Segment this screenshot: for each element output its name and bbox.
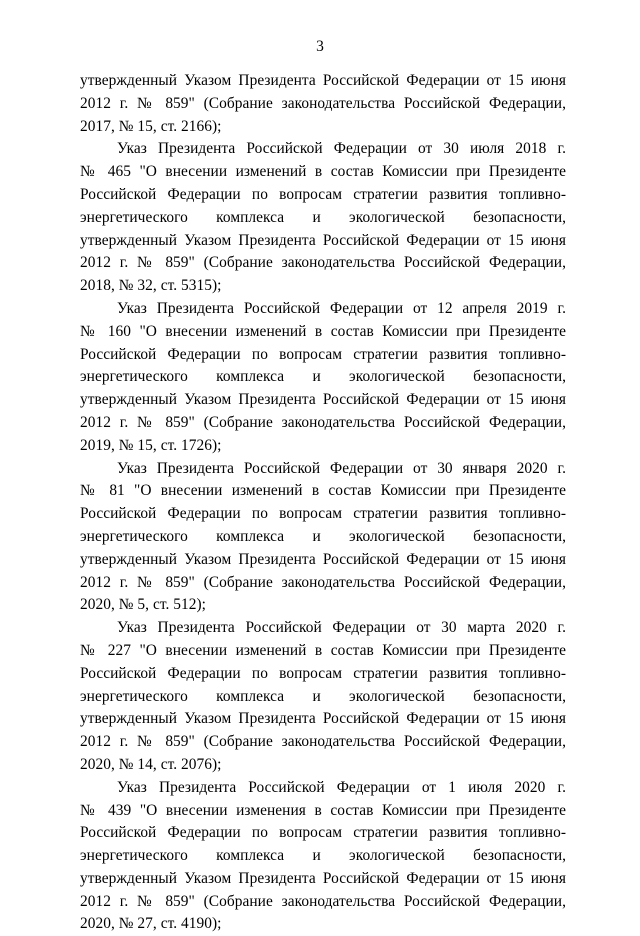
text-line: 2012 г. № 859" (Собрание законодательства Российской Федерации, bbox=[80, 733, 566, 751]
text-line: энергетического комплекса и экологической безопасности, bbox=[80, 208, 566, 226]
text-line: 2012 г. № 859" (Собрание законодательства Российской Федерации, bbox=[80, 94, 566, 112]
text-line: № 227 "О внесении изменений в состав Комиссии при Президенте bbox=[80, 641, 566, 659]
text-line: 2020, № 27, ст. 4190); bbox=[80, 915, 222, 933]
text-line: Российской Федерации по вопросам стратегии развития топливно- bbox=[80, 185, 566, 203]
text-line: 2017, № 15, ст. 2166); bbox=[80, 117, 222, 135]
paragraph-first-line: Указ Президента Российской Федерации от 30 января 2020 г. bbox=[117, 459, 566, 477]
document-body bbox=[80, 70, 566, 936]
paragraph-first-line: Указ Президента Российской Федерации от 30 июля 2018 г. bbox=[117, 140, 566, 158]
text-line: 2012 г. № 859" (Собрание законодательства Российской Федерации, bbox=[80, 254, 566, 272]
text-line: утвержденный Указом Президента Российской Федерации от 15 июня bbox=[80, 550, 566, 568]
text-line: 2018, № 32, ст. 5315); bbox=[80, 277, 222, 295]
text-line: Российской Федерации по вопросам стратегии развития топливно- bbox=[80, 505, 566, 523]
text-line: № 439 "О внесении изменения в состав Комиссии при Президенте bbox=[80, 801, 566, 819]
paragraph-first-line: Указ Президента Российской Федерации от 12 апреля 2019 г. bbox=[117, 299, 566, 317]
text-line: 2012 г. № 859" (Собрание законодательства Российской Федерации, bbox=[80, 413, 566, 431]
text-line: 2020, № 14, ст. 2076); bbox=[80, 755, 222, 773]
text-line: № 465 "О внесении изменений в состав Комиссии при Президенте bbox=[80, 163, 566, 181]
text-line: 2019, № 15, ст. 1726); bbox=[80, 436, 222, 454]
paragraph-first-line: Указ Президента Российской Федерации от 30 марта 2020 г. bbox=[117, 619, 566, 637]
text-line: Российской Федерации по вопросам стратегии развития топливно- bbox=[80, 824, 566, 842]
text-line: утвержденный Указом Президента Российской Федерации от 15 июня bbox=[80, 710, 566, 728]
text-line: 2020, № 5, ст. 512); bbox=[80, 596, 206, 614]
paragraph-first-line: Указ Президента Российской Федерации от 1 июля 2020 г. bbox=[117, 778, 566, 796]
text-line: энергетического комплекса и экологической безопасности, bbox=[80, 368, 566, 386]
text-line: 2012 г. № 859" (Собрание законодательства Российской Федерации, bbox=[80, 573, 566, 591]
text-line: Российской Федерации по вопросам стратегии развития топливно- bbox=[80, 345, 566, 363]
page-number: 3 bbox=[316, 38, 324, 55]
text-line: энергетического комплекса и экологической безопасности, bbox=[80, 687, 566, 705]
text-line: утвержденный Указом Президента Российской Федерации от 15 июня bbox=[80, 72, 566, 89]
text-line: энергетического комплекса и экологической безопасности, bbox=[80, 847, 566, 865]
text-line: № 81 "О внесении изменений в состав Комиссии при Президенте bbox=[80, 482, 566, 500]
text-line: утвержденный Указом Президента Российской Федерации от 15 июня bbox=[80, 391, 566, 409]
text-line: энергетического комплекса и экологической безопасности, bbox=[80, 527, 566, 545]
text-line: 2012 г. № 859" (Собрание законодательства Российской Федерации, bbox=[80, 892, 566, 910]
text-line: утвержденный Указом Президента Российской Федерации от 15 июня bbox=[80, 231, 566, 249]
text-line: Российской Федерации по вопросам стратегии развития топливно- bbox=[80, 664, 566, 682]
text-line: № 160 "О внесении изменений в состав Комиссии при Президенте bbox=[80, 322, 566, 340]
text-line: утвержденный Указом Президента Российской Федерации от 15 июня bbox=[80, 869, 566, 887]
